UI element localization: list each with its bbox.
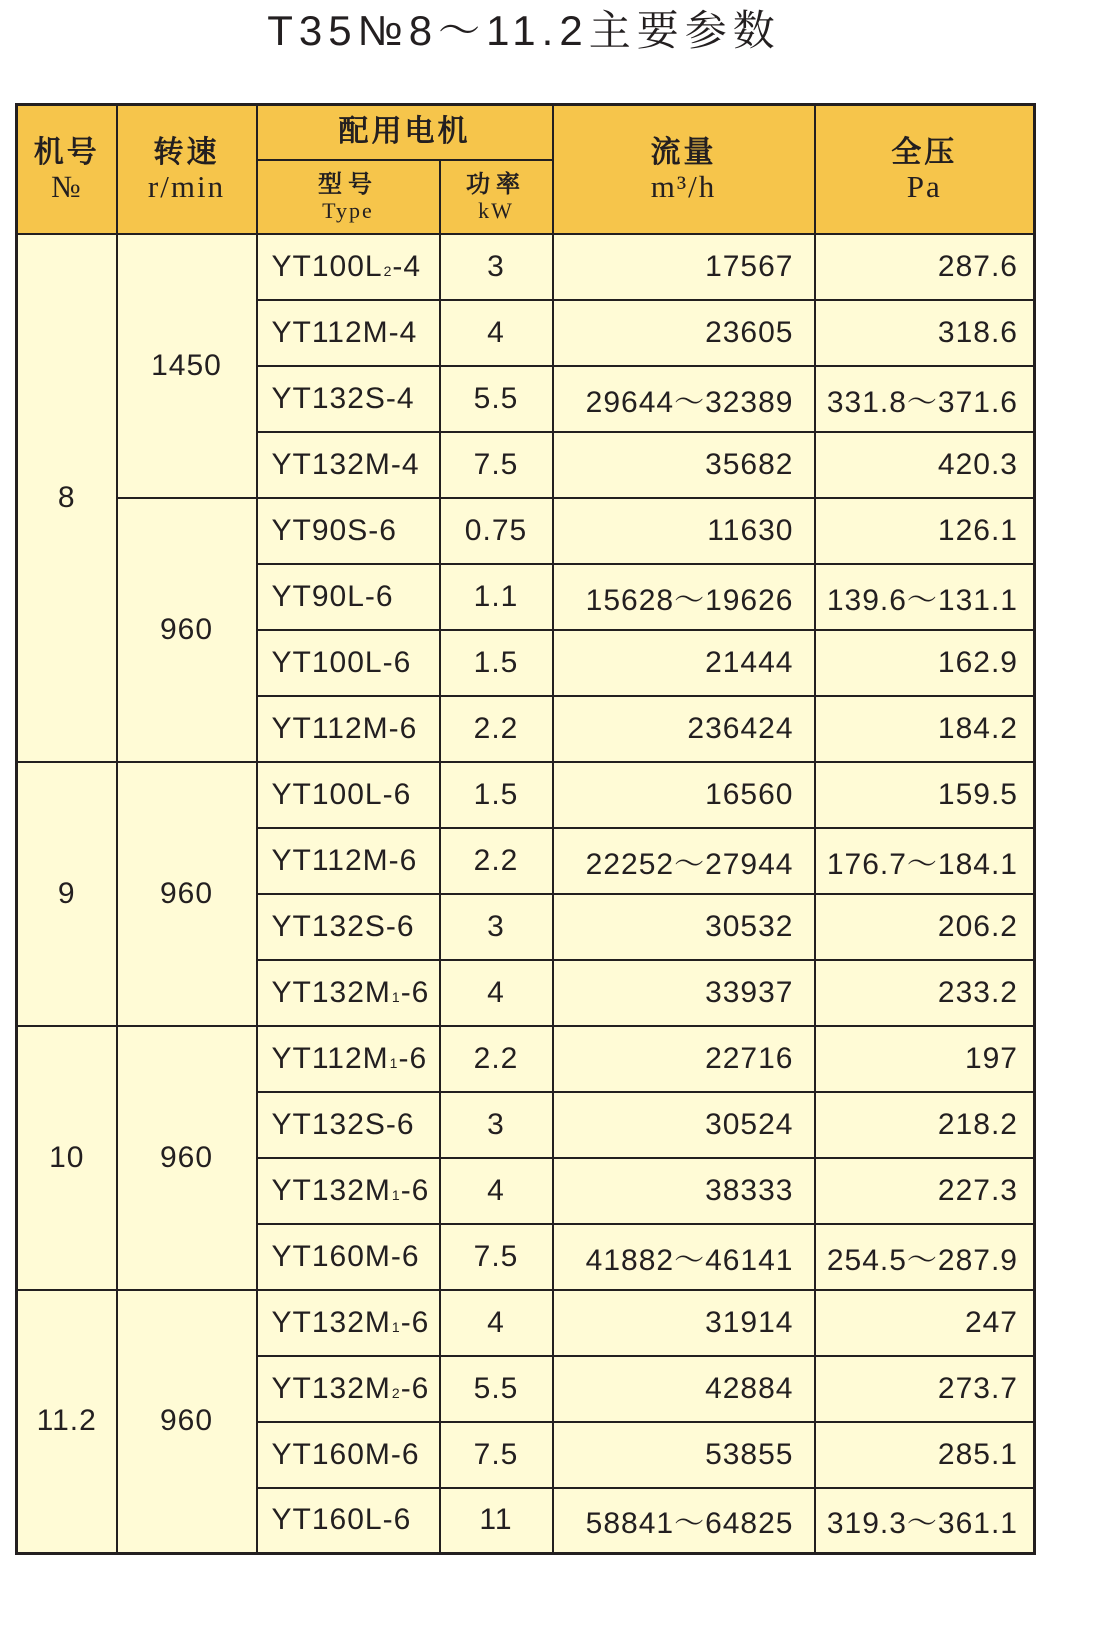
motor-model-text: YT112M-6 (271, 711, 418, 745)
fan-number-cell: 10 (17, 1026, 117, 1290)
table-row (17, 1026, 1035, 1092)
motor-model-subscript: 1 (389, 1054, 398, 1071)
speed-cell: 960 (117, 1026, 257, 1290)
header-speed-label: 转速 (153, 136, 220, 170)
motor-model-cell (257, 234, 440, 300)
pressure-cell: 176.7～184.1 (815, 828, 1035, 894)
motor-model-text: YT132M (271, 1371, 391, 1405)
motor-model-cell (257, 630, 440, 696)
table-row (17, 234, 1035, 300)
header-speed-unit: r/min (147, 169, 226, 205)
motor-model-cell (257, 432, 440, 498)
header-power (440, 160, 553, 234)
header-pressure-label: 全压 (891, 136, 958, 170)
motor-model-text: YT112M-4 (271, 315, 418, 349)
motor-model-text: YT132S-6 (271, 909, 415, 943)
flow-cell: 22716 (553, 1026, 815, 1092)
motor-model-suffix: -6 (400, 1305, 430, 1339)
motor-model-suffix: -6 (398, 1041, 428, 1075)
flow-cell: 29644～32389 (553, 366, 815, 432)
header-fan-number-symbol: № (50, 169, 83, 205)
motor-model-text: YT112M (271, 1041, 389, 1075)
flow-cell: 22252～27944 (553, 828, 815, 894)
flow-cell: 17567 (553, 234, 815, 300)
motor-model-cell (257, 1356, 440, 1422)
header-motor-label: 配用电机 (338, 115, 471, 149)
flow-cell: 23605 (553, 300, 815, 366)
motor-model-suffix: -6 (400, 975, 430, 1009)
fan-number-cell: 11.2 (17, 1290, 117, 1554)
flow-cell: 35682 (553, 432, 815, 498)
flow-cell: 21444 (553, 630, 815, 696)
motor-model-cell (257, 894, 440, 960)
motor-model-text: YT160M-6 (271, 1239, 420, 1273)
motor-model-cell (257, 1158, 440, 1224)
motor-model-text: YT132M (271, 1305, 391, 1339)
header-power-unit: kW (478, 197, 514, 223)
pressure-cell: 233.2 (815, 960, 1035, 1026)
power-cell: 2.2 (440, 1026, 553, 1092)
header-model-label-en: Type (322, 197, 374, 223)
page-title: T35№8～11.2主要参数 (267, 7, 781, 54)
flow-cell: 30524 (553, 1092, 815, 1158)
motor-model-cell (257, 762, 440, 828)
table-header (17, 105, 1035, 234)
pressure-cell: 162.9 (815, 630, 1035, 696)
power-cell: 4 (440, 1290, 553, 1356)
motor-model-subscript: 1 (391, 1318, 400, 1335)
table-row (17, 498, 1035, 564)
flow-cell: 38333 (553, 1158, 815, 1224)
header-row-top (17, 105, 1035, 160)
motor-model-suffix: -6 (400, 1371, 430, 1405)
flow-cell: 53855 (553, 1422, 815, 1488)
power-cell: 1.5 (440, 630, 553, 696)
power-cell: 5.5 (440, 1356, 553, 1422)
power-cell: 0.75 (440, 498, 553, 564)
pressure-cell: 318.6 (815, 300, 1035, 366)
motor-model-cell (257, 366, 440, 432)
motor-model-cell (257, 564, 440, 630)
header-pressure-unit: Pa (906, 169, 942, 205)
motor-model-cell (257, 1422, 440, 1488)
power-cell: 4 (440, 300, 553, 366)
motor-model-text: YT112M-6 (271, 843, 418, 877)
motor-model-cell (257, 828, 440, 894)
motor-model-text: YT132S-4 (271, 381, 415, 415)
pressure-cell: 285.1 (815, 1422, 1035, 1488)
speed-cell: 960 (117, 498, 257, 762)
header-model (257, 160, 440, 234)
motor-model-text: YT132M-4 (271, 447, 420, 481)
pressure-cell: 287.6 (815, 234, 1035, 300)
pressure-cell: 273.7 (815, 1356, 1035, 1422)
power-cell: 4 (440, 960, 553, 1026)
power-cell: 11 (440, 1488, 553, 1554)
motor-model-subscript: 2 (391, 1384, 400, 1401)
pressure-cell: 159.5 (815, 762, 1035, 828)
flow-cell: 236424 (553, 696, 815, 762)
motor-model-text: YT100L-6 (271, 645, 412, 679)
header-flow-label: 流量 (650, 136, 717, 170)
table-row (17, 1290, 1035, 1356)
fan-number-cell: 8 (17, 234, 117, 762)
motor-model-cell (257, 300, 440, 366)
motor-model-text: YT90L-6 (271, 579, 394, 613)
motor-model-cell (257, 1488, 440, 1554)
motor-model-text: YT132M (271, 1173, 391, 1207)
motor-model-subscript: 2 (383, 262, 392, 279)
speed-cell: 1450 (117, 234, 257, 498)
pressure-cell: 197 (815, 1026, 1035, 1092)
motor-model-text: YT90S-6 (271, 513, 397, 547)
pressure-cell: 218.2 (815, 1092, 1035, 1158)
flow-cell: 58841～64825 (553, 1488, 815, 1554)
pressure-cell: 247 (815, 1290, 1035, 1356)
header-fan-number (17, 105, 117, 234)
motor-model-text: YT100L (271, 249, 383, 283)
power-cell: 4 (440, 1158, 553, 1224)
pressure-cell: 319.3～361.1 (815, 1488, 1035, 1554)
power-cell: 2.2 (440, 828, 553, 894)
motor-model-cell (257, 1092, 440, 1158)
header-model-label: 型号 (318, 170, 378, 198)
pressure-cell: 184.2 (815, 696, 1035, 762)
flow-cell: 30532 (553, 894, 815, 960)
power-cell: 3 (440, 894, 553, 960)
motor-model-cell (257, 498, 440, 564)
header-flow (553, 105, 815, 234)
power-cell: 1.1 (440, 564, 553, 630)
flow-cell: 16560 (553, 762, 815, 828)
power-cell: 3 (440, 234, 553, 300)
motor-model-cell (257, 1290, 440, 1356)
table-row (17, 762, 1035, 828)
header-flow-unit: m³/h (650, 169, 717, 205)
motor-model-subscript: 1 (391, 1186, 400, 1203)
header-pressure (815, 105, 1035, 234)
motor-model-cell (257, 1224, 440, 1290)
power-cell: 1.5 (440, 762, 553, 828)
pressure-cell: 126.1 (815, 498, 1035, 564)
power-cell: 7.5 (440, 1422, 553, 1488)
power-cell: 3 (440, 1092, 553, 1158)
power-cell: 7.5 (440, 1224, 553, 1290)
motor-model-cell (257, 1026, 440, 1092)
speed-cell: 960 (117, 762, 257, 1026)
pressure-cell: 227.3 (815, 1158, 1035, 1224)
table-body (17, 234, 1035, 1554)
header-power-label: 功率 (466, 170, 526, 198)
pressure-cell: 139.6～131.1 (815, 564, 1035, 630)
power-cell: 7.5 (440, 432, 553, 498)
motor-model-cell (257, 960, 440, 1026)
motor-model-text: YT132S-6 (271, 1107, 415, 1141)
flow-cell: 41882～46141 (553, 1224, 815, 1290)
motor-model-cell (257, 696, 440, 762)
fan-number-cell: 9 (17, 762, 117, 1026)
flow-cell: 33937 (553, 960, 815, 1026)
motor-model-suffix: -6 (400, 1173, 430, 1207)
pressure-cell: 331.8～371.6 (815, 366, 1035, 432)
motor-model-suffix: -4 (392, 249, 422, 283)
motor-model-text: YT160L-6 (271, 1503, 412, 1537)
flow-cell: 15628～19626 (553, 564, 815, 630)
motor-model-text: YT100L-6 (271, 777, 412, 811)
pressure-cell: 420.3 (815, 432, 1035, 498)
parameter-table (15, 103, 1036, 1555)
flow-cell: 31914 (553, 1290, 815, 1356)
header-fan-number-label: 机号 (33, 136, 100, 170)
pressure-cell: 254.5～287.9 (815, 1224, 1035, 1290)
flow-cell: 11630 (553, 498, 815, 564)
flow-cell: 42884 (553, 1356, 815, 1422)
power-cell: 5.5 (440, 366, 553, 432)
motor-model-subscript: 1 (391, 988, 400, 1005)
power-cell: 2.2 (440, 696, 553, 762)
motor-model-text: YT132M (271, 975, 391, 1009)
header-motor-group (257, 105, 553, 160)
speed-cell: 960 (117, 1290, 257, 1554)
header-speed (117, 105, 257, 234)
motor-model-text: YT160M-6 (271, 1437, 420, 1471)
pressure-cell: 206.2 (815, 894, 1035, 960)
